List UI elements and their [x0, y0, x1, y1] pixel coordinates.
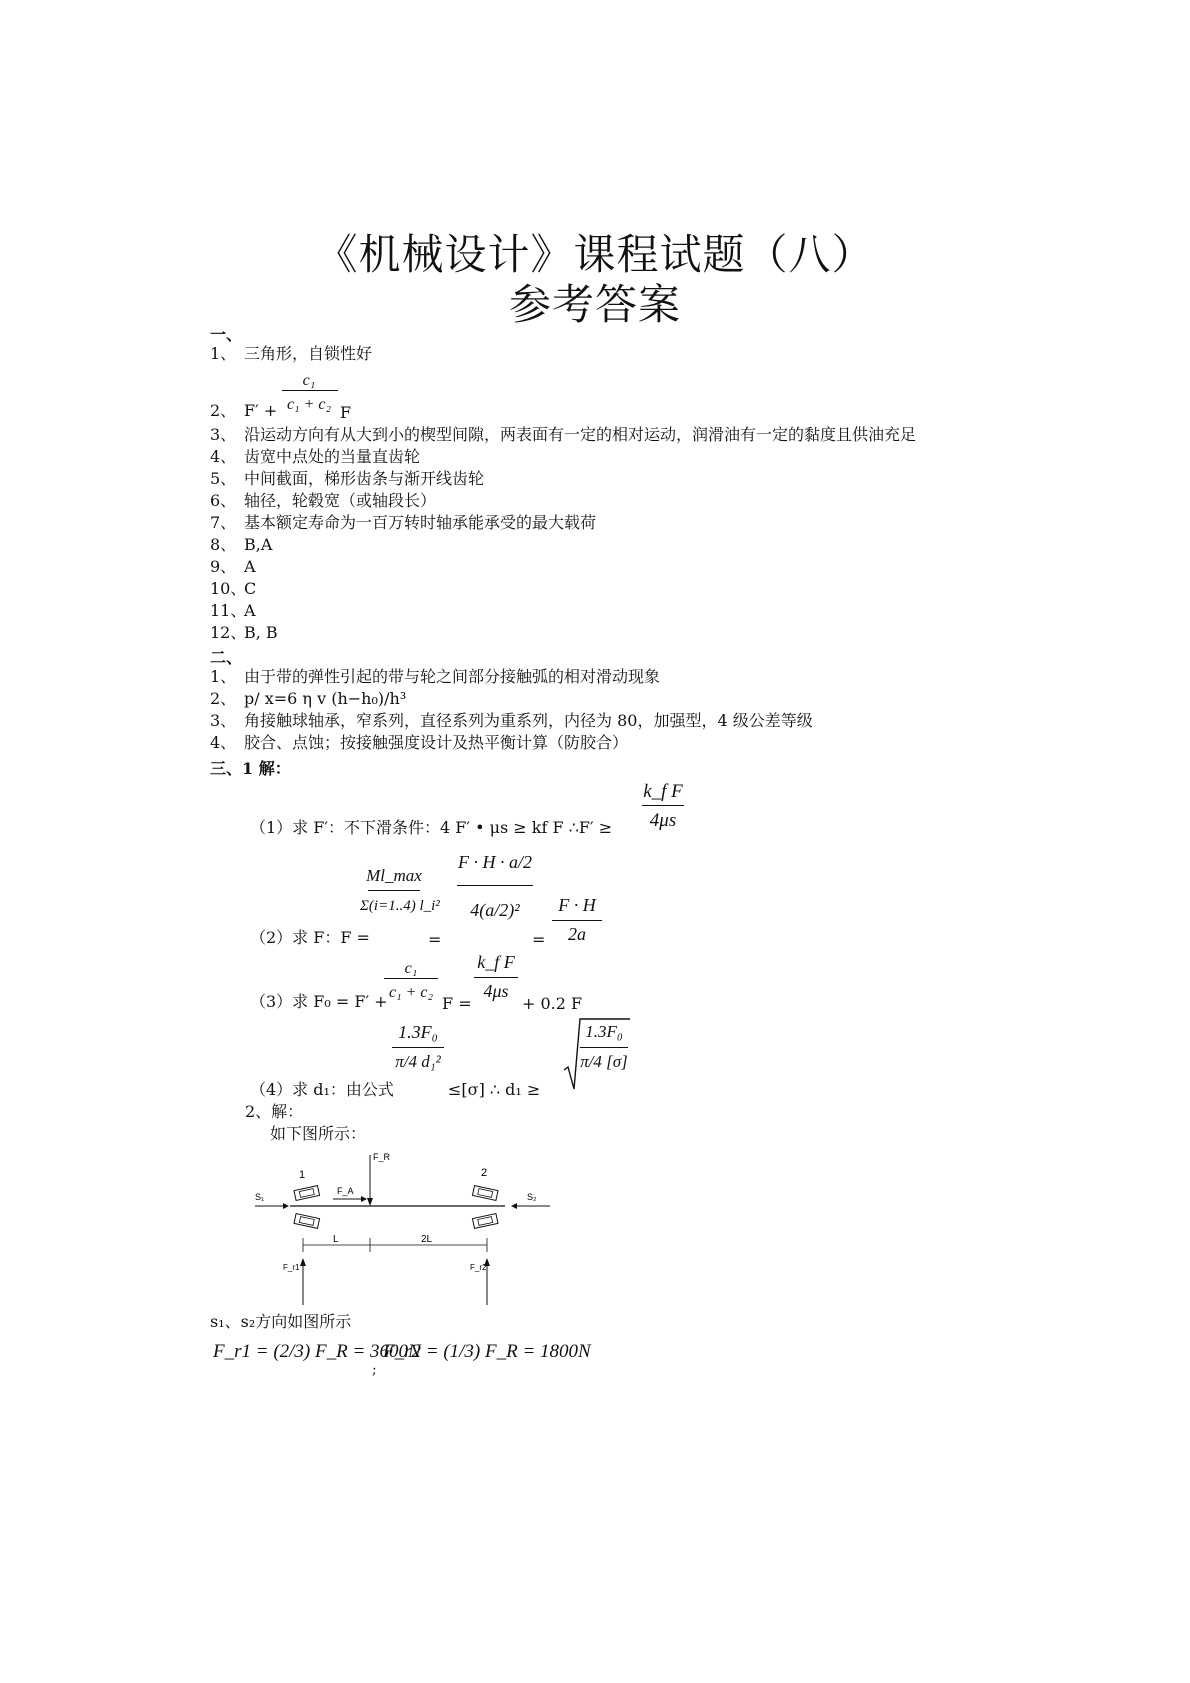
step2-f2-bottom: 4(a/2)² [470, 900, 520, 920]
label-FR: F_R [373, 1152, 391, 1162]
fraction-bar [368, 890, 420, 891]
label-bearing-1: 1 [299, 1169, 306, 1181]
step1-frac-bottom: 4μs [649, 810, 677, 831]
page-subtitle: 参考答案 [508, 280, 681, 329]
step2-f1-bottom: Σ(i=1..4) l_i² [360, 898, 440, 914]
step2-f1-top: Ml_max [366, 866, 422, 885]
step3-mid: F = [442, 994, 472, 1013]
step4-label: （4）求 d₁：由公式 [250, 1080, 394, 1099]
label-dim-2L: 2L [421, 1234, 433, 1245]
part2-heading: 二、 [210, 648, 243, 667]
step1-frac-top: k_f F [643, 781, 683, 802]
label-Fr1: F_r1 [283, 1263, 300, 1272]
step3-f2-top: k_f F [477, 952, 515, 972]
step2-f3-bottom: 2a [568, 924, 586, 944]
part1-heading: 一、 [210, 325, 243, 344]
label-bearing-2: 2 [481, 1167, 488, 1179]
page-title: 《机械设计》课程试题（八） [315, 230, 875, 279]
answer-2-2: 2、 p/ x=6 η v (h−h₀)/h³ [210, 689, 407, 708]
final-formula-1: F_r1 = (2/3) F_R = 3600N [213, 1341, 421, 1362]
answer-1-8: 8、 B,A [210, 535, 273, 554]
bearing-shaft-diagram [245, 1150, 565, 1310]
answer-2-3: 3、 角接触球轴承，窄系列，直径系列为重系列，内径为 80，加强型，4 级公差等级 [210, 711, 813, 730]
q2-heading: 2、解： [245, 1102, 304, 1121]
step2-eq2: = [532, 930, 546, 949]
step4-root-top: 1.3F₀ [585, 1022, 623, 1041]
label-S1: S₁ [255, 1192, 265, 1202]
fraction-bar [384, 978, 438, 979]
answer-1-11: 11、A [210, 601, 256, 620]
answer-1-5: 5、 中间截面，梯形齿条与渐开线齿轮 [210, 469, 485, 488]
answer-1-2-tail: F [340, 403, 352, 422]
answer-1-1: 1、 三角形，自锁性好 [210, 344, 373, 363]
step2-f3-top: F · H [558, 895, 596, 915]
label-Fr2: F_r2 [470, 1263, 487, 1272]
answer-2-4: 4、 胶合、点蚀；按接触强度设计及热平衡计算（防胶合） [210, 733, 629, 752]
label-S2: S₂ [527, 1192, 537, 1202]
fraction-bar [282, 390, 338, 391]
step3-f2-bottom: 4μs [483, 981, 509, 1001]
fraction-bar [552, 920, 602, 921]
answer-1-7: 7、 基本额定寿命为一百万转时轴承能承受的最大载荷 [210, 513, 597, 532]
label-dim-L: L [333, 1234, 339, 1245]
step3-f1-top: c₁ [404, 960, 418, 977]
step4-frac-bottom: π/4 d₁² [395, 1052, 441, 1071]
final-separator: ; [372, 1362, 377, 1378]
step2-f2-top: F · H · a/2 [458, 852, 532, 872]
step1-text: （1）求 F′：不下滑条件：4 F′ • μs ≥ kf F ∴F′ ≥ [250, 818, 613, 837]
answer-1-6: 6、 轴径，轮毂宽（或轴段长） [210, 491, 437, 510]
step3-label: （3）求 F₀ = F′ + [250, 992, 388, 1011]
answer-1-9: 9、 A [210, 557, 256, 576]
fraction-bar [457, 885, 533, 886]
part3-heading: 三、1 解： [210, 759, 291, 778]
step3-f1-bottom: c₁ + c₂ [388, 984, 434, 1001]
answer-1-12: 12、B, B [210, 623, 278, 642]
answer-1-2-frac-top: c₁ [302, 372, 316, 389]
fraction-bar [474, 977, 518, 978]
fraction-bar [580, 1047, 628, 1048]
label-FA: F_A [337, 1186, 354, 1196]
answer-2-1: 1、 由于带的弹性引起的带与轮之间部分接触弧的相对滑动现象 [210, 667, 661, 686]
answer-1-10: 10、C [210, 579, 257, 598]
fraction-bar [642, 805, 684, 806]
answer-1-2: 2、 F′ + [210, 401, 278, 420]
q2-text: 如下图所示： [270, 1124, 367, 1143]
step4-mid: ≤[σ] ∴ d₁ ≥ [448, 1080, 541, 1099]
step4-root-bottom: π/4 [σ] [580, 1052, 628, 1071]
after-diagram-text: s₁、s₂方向如图所示 [210, 1312, 352, 1331]
step2-eq1: = [428, 930, 442, 949]
answer-1-2-frac-bottom: c₁ + c₂ [286, 396, 332, 413]
step2-label: （2）求 F：F = [250, 928, 370, 947]
answer-1-3: 3、 沿运动方向有从大到小的楔型间隙，两表面有一定的相对运动，润滑油有一定的黏度且供油充足 [210, 425, 917, 444]
answer-1-4: 4、 齿宽中点处的当量直齿轮 [210, 447, 421, 466]
final-formula-2: F_r2 = (1/3) F_R = 1800N [383, 1341, 591, 1362]
step3-tail: + 0.2 F [522, 994, 583, 1013]
step4-frac-top: 1.3F₀ [398, 1022, 438, 1042]
fraction-bar [392, 1047, 444, 1048]
